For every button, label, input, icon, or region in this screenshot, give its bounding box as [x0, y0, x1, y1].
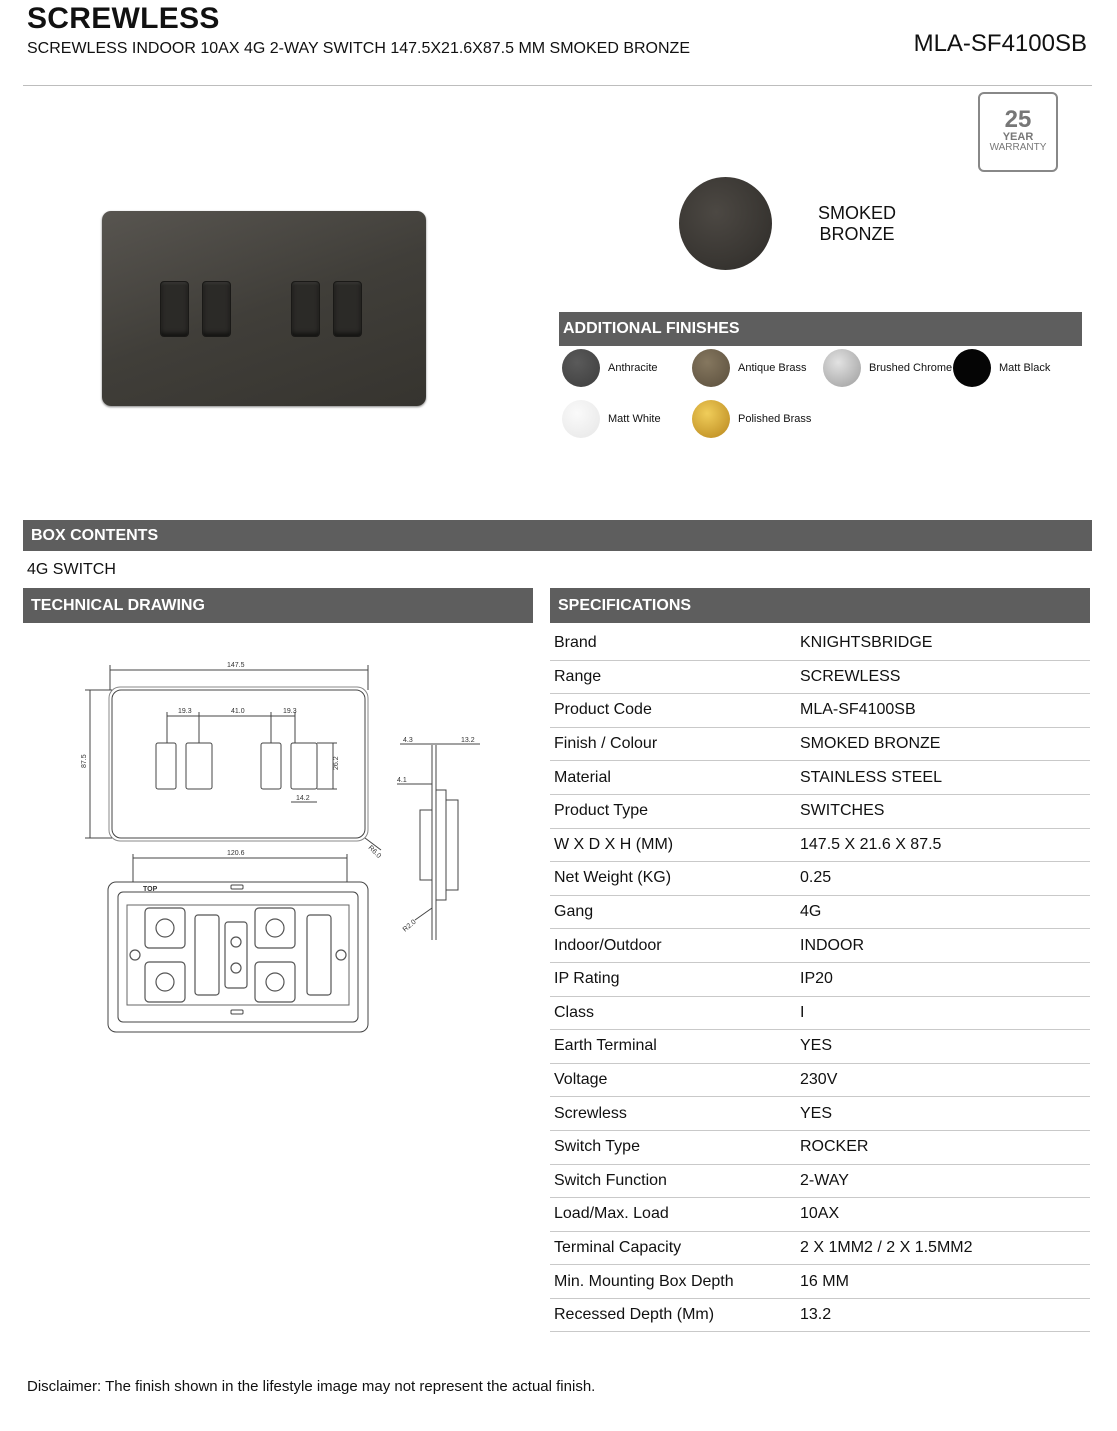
main-finish-line1: SMOKED — [817, 203, 896, 223]
spec-row — [550, 1198, 1090, 1232]
spec-value: KNIGHTSBRIDGE — [800, 634, 933, 652]
additional-finishes-heading: ADDITIONAL FINISHES — [559, 312, 1082, 346]
finish-label: Matt White — [608, 413, 661, 425]
spec-row — [550, 896, 1090, 930]
dim-back-width: 120.6 — [227, 850, 245, 857]
spec-value: ROCKER — [800, 1138, 869, 1156]
dim-width: 147.5 — [227, 662, 245, 669]
finish-swatch — [953, 349, 991, 387]
specifications-heading: SPECIFICATIONS — [550, 588, 1090, 623]
spec-row — [550, 1064, 1090, 1098]
spec-value: 0.25 — [800, 869, 832, 887]
finish-label: Matt Black — [999, 362, 1051, 374]
technical-drawing — [75, 650, 495, 1050]
box-contents-text: 4G SWITCH — [27, 561, 116, 578]
spec-key: Net Weight (KG) — [554, 869, 672, 887]
spec-key: Switch Function — [554, 1171, 667, 1189]
rocker-2 — [202, 281, 231, 337]
spec-key: Class — [554, 1003, 595, 1021]
disclaimer-text: Disclaimer: The finish shown in the lifestyle image may not represent the actual finish. — [27, 1378, 596, 1395]
spec-key: W X D X H (MM) — [554, 835, 674, 853]
finish-anthracite[interactable] — [562, 349, 658, 387]
finish-label: Polished Brass — [738, 413, 812, 425]
spec-key: Product Type — [554, 802, 648, 820]
spec-row — [550, 829, 1090, 863]
spec-row — [550, 795, 1090, 829]
spec-row — [550, 627, 1090, 661]
spec-key: Screwless — [554, 1104, 627, 1122]
dim-height: 87.5 — [81, 754, 88, 768]
spec-key: Brand — [554, 634, 597, 652]
finish-matt-white[interactable] — [562, 400, 661, 438]
spec-row — [550, 1097, 1090, 1131]
finish-antique-brass[interactable] — [692, 349, 806, 387]
spec-value: SCREWLESS — [800, 667, 901, 685]
rocker-1 — [160, 281, 189, 337]
dim-gap3: 19.3 — [283, 708, 297, 715]
spec-key: Earth Terminal — [554, 1037, 657, 1055]
dim-side-left: 4.1 — [397, 777, 407, 784]
box-contents-heading: BOX CONTENTS — [23, 520, 1092, 551]
spec-value: SWITCHES — [800, 802, 885, 820]
spec-value: 13.2 — [800, 1306, 832, 1324]
spec-value: STAINLESS STEEL — [800, 768, 942, 786]
spec-value: 10AX — [800, 1205, 840, 1223]
spec-row — [550, 997, 1090, 1031]
dim-side-radius: R2.0 — [401, 918, 418, 934]
spec-row — [550, 1165, 1090, 1199]
finish-polished-brass[interactable] — [692, 400, 811, 438]
spec-value: 4G — [800, 903, 822, 921]
spec-row — [550, 661, 1090, 695]
warranty-word: WARRANTY — [989, 142, 1047, 153]
spec-row — [550, 1299, 1090, 1333]
spec-row — [550, 761, 1090, 795]
spec-value: YES — [800, 1037, 833, 1055]
spec-row — [550, 862, 1090, 896]
spec-value: 2 X 1MM2 / 2 X 1.5MM2 — [800, 1238, 973, 1256]
spec-value: MLA-SF4100SB — [800, 701, 916, 719]
spec-value: 147.5 X 21.6 X 87.5 — [800, 835, 942, 853]
main-finish-swatch — [679, 177, 772, 270]
dim-rocker-width: 14.2 — [296, 795, 310, 802]
spec-value: 2-WAY — [800, 1171, 849, 1189]
spec-value: SMOKED BRONZE — [800, 735, 941, 753]
finish-swatch — [823, 349, 861, 387]
main-finish-label — [812, 203, 902, 245]
spec-value: YES — [800, 1104, 833, 1122]
technical-drawing-heading: TECHNICAL DRAWING — [23, 588, 533, 623]
back-top-label: TOP — [143, 886, 158, 893]
finish-swatch — [692, 400, 730, 438]
spec-key: Product Code — [554, 701, 652, 719]
finish-swatch — [562, 349, 600, 387]
spec-key: Load/Max. Load — [554, 1205, 669, 1223]
spec-value: I — [800, 1003, 805, 1021]
specifications-table — [550, 627, 1090, 1332]
spec-key: Range — [554, 667, 602, 685]
spec-key: Material — [554, 768, 611, 786]
warranty-badge — [978, 92, 1058, 172]
warranty-year: YEAR — [1002, 131, 1034, 143]
spec-key: Switch Type — [554, 1138, 640, 1156]
finish-swatch — [692, 349, 730, 387]
spec-key: Terminal Capacity — [554, 1238, 682, 1256]
spec-row — [550, 1030, 1090, 1064]
spec-value: IP20 — [800, 970, 833, 988]
spec-key: Finish / Colour — [554, 735, 658, 753]
spec-value: 230V — [800, 1071, 838, 1089]
spec-row — [550, 929, 1090, 963]
spec-key: Min. Mounting Box Depth — [554, 1272, 734, 1290]
spec-key: IP Rating — [554, 970, 620, 988]
dim-side-top1: 4.3 — [403, 737, 413, 744]
page-title: SCREWLESS — [27, 2, 220, 35]
dim-gap1: 19.3 — [178, 708, 192, 715]
spec-row — [550, 1265, 1090, 1299]
finish-label: Brushed Chrome — [869, 362, 953, 374]
dim-rocker-height: 26.2 — [333, 756, 340, 770]
finish-swatch — [562, 400, 600, 438]
finish-matt-black[interactable] — [953, 349, 1050, 387]
finish-brushed-chrome[interactable] — [823, 349, 952, 387]
spec-row — [550, 963, 1090, 997]
warranty-number: 25 — [1004, 106, 1032, 133]
spec-row — [550, 1131, 1090, 1165]
dim-side-top2: 13.2 — [461, 737, 475, 744]
spec-row — [550, 728, 1090, 762]
spec-key: Gang — [554, 903, 594, 921]
spec-key: Indoor/Outdoor — [554, 936, 662, 954]
dim-gap2: 41.0 — [231, 708, 245, 715]
rocker-3 — [291, 281, 320, 337]
spec-row — [550, 694, 1090, 728]
finish-label: Antique Brass — [738, 362, 807, 374]
spec-key: Voltage — [554, 1071, 608, 1089]
spec-value: 16 MM — [800, 1272, 849, 1290]
dim-radius: R6.0 — [366, 844, 382, 860]
spec-row — [550, 1232, 1090, 1266]
spec-key: Recessed Depth (Mm) — [554, 1306, 715, 1324]
rocker-4 — [333, 281, 362, 337]
main-finish-line2: BRONZE — [819, 224, 895, 244]
product-code: MLA-SF4100SB — [913, 30, 1087, 57]
finish-label: Anthracite — [608, 362, 658, 374]
product-subtitle: SCREWLESS INDOOR 10AX 4G 2-WAY SWITCH 147.5X21.6X87.5 MM SMOKED BRONZE — [27, 40, 690, 57]
product-image-switch-plate — [102, 211, 426, 406]
header-divider — [23, 85, 1092, 86]
spec-value: INDOOR — [800, 936, 864, 954]
